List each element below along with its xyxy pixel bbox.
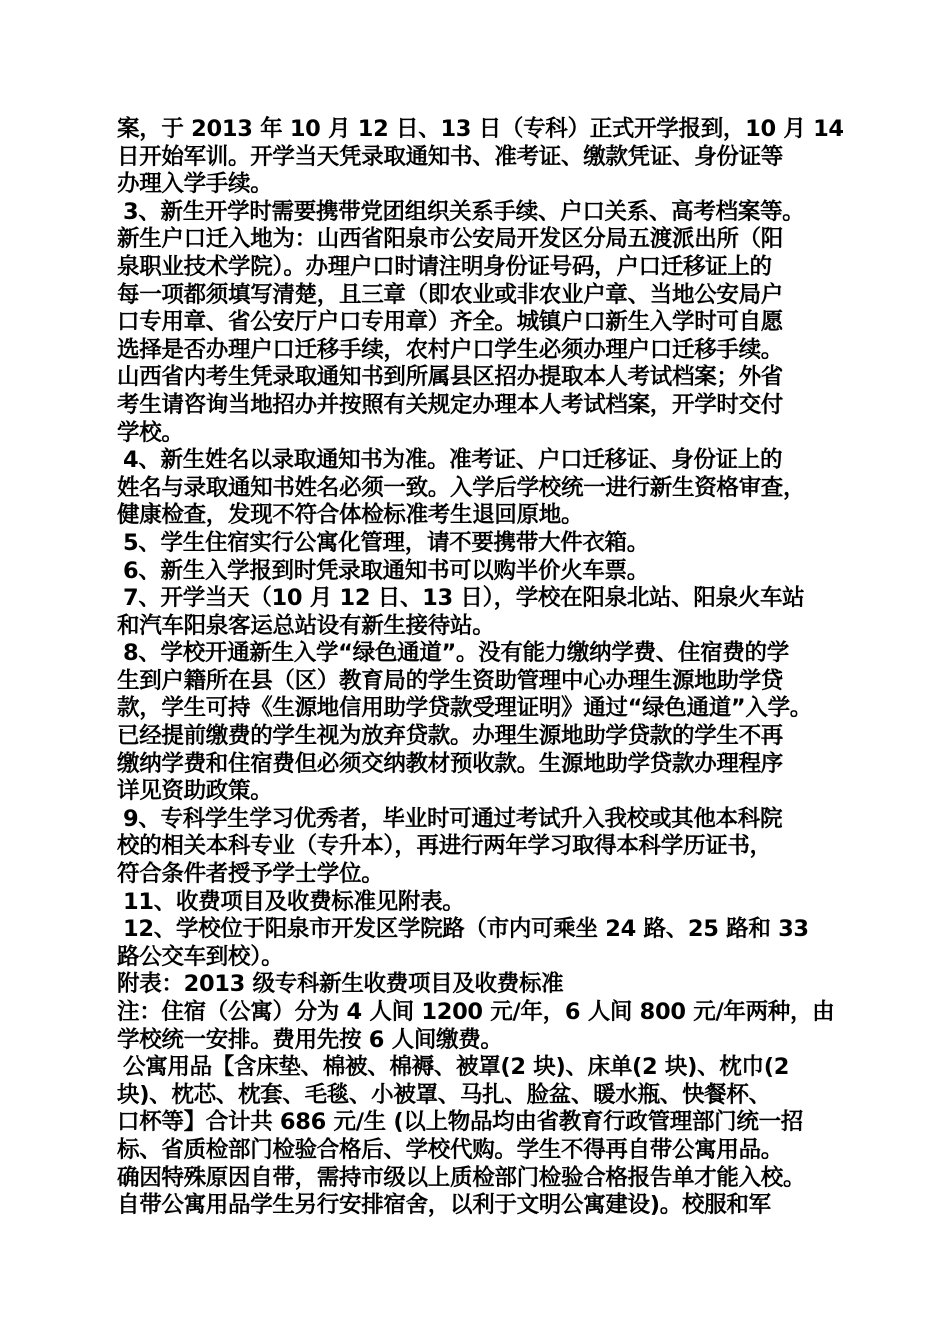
text-line: 路公交车到校）。 [117,943,284,970]
text-line: 6、新生入学报到时凭录取通知书可以购半价火车票。 [123,557,649,584]
text-line: 8、学校开通新生入学“绿色通道”。没有能力缴纳学费、住宿费的学 [123,640,789,667]
text-line: 详见资助政策。 [117,778,273,805]
text-line: 山西省内考生凭录取通知书到所属县区招办提取本人考试档案；外省 [117,364,784,391]
text-line: 健康检查，发现不符合体检标准考生退回原地。 [117,502,584,529]
text-line: 新生户口迁入地为：山西省阳泉市公安局开发区分局五渡派出所（阳 [117,226,784,253]
text-line: 3、新生开学时需要携带党团组织关系手续、户口关系、高考档案等。 [123,198,805,225]
text-line: 7、开学当天（10 月 12 日、13 日），学校在阳泉北站、阳泉火车站 [123,585,805,612]
text-line: 日开始军训。开学当天凭录取通知书、准考证、缴款凭证、身份证等 [117,143,784,170]
text-line: 公寓用品【含床垫、棉被、棉褥、被罩(2 块)、床单(2 块)、枕巾(2 [123,1054,790,1081]
text-line: 9、专科学生学习优秀者，毕业时可通过考试升入我校或其他本科院 [123,805,783,832]
text-line: 已经提前缴费的学生视为放弃贷款。办理生源地助学贷款的学生不再 [117,723,784,750]
text-line: 12、学校位于阳泉市开发区学院路（市内可乘坐 24 路、25 路和 33 [123,916,809,943]
text-line: 姓名与录取通知书姓名必须一致。入学后学校统一进行新生资格审查， [117,474,806,501]
text-line: 考生请咨询当地招办并按照有关规定办理本人考试档案，开学时交付 [117,391,784,418]
text-line: 注：住宿（公寓）分为 4 人间 1200 元/年，6 人间 800 元/年两种，由 [117,999,835,1025]
text-line: 自带公寓用品学生另行安排宿舍，以利于文明公寓建设)。校服和军 [117,1192,771,1219]
text-line: 缴纳学费和住宿费但必须交纳教材预收款。生源地助学贷款办理程序 [117,750,784,777]
text-line: 办理入学手续。 [117,171,273,198]
text-line: 标、省质检部门检验合格后、学校代购。学生不得再自带公寓用品。 [117,1136,784,1163]
text-line: 校的相关本科专业（专升本），再进行两年学习取得本科学历证书， [117,833,772,860]
document-body [117,116,844,1220]
text-line: 泉职业技术学院）。办理户口时请注明身份证号码，户口迁移证上的 [117,253,772,280]
text-line: 4、新生姓名以录取通知书为准。准考证、户口迁移证、身份证上的 [123,447,783,474]
text-line: 每一项都须填写清楚，且三章（即农业或非农业户章、当地公安局户 [117,281,784,308]
text-line: 口杯等】合计共 686 元/生 (以上物品均由省教育行政管理部门统一招 [117,1109,803,1136]
text-line: 学校统一安排。费用先按 6 人间缴费。 [117,1026,503,1053]
text-line: 11、收费项目及收费标准见附表。 [123,888,465,915]
text-line: 生到户籍所在县（区）教育局的学生资助管理中心办理生源地助学贷 [117,667,784,694]
text-line: 符合条件者授予学士学位。 [117,861,384,888]
text-line: 附表：2013 级专科新生收费项目及收费标准 [117,971,564,998]
text-line: 案，于 2013 年 10 月 12 日、13 日（专科）正式开学报到，10 月 14 [117,116,844,142]
text-line: 和汽车阳泉客运总站设有新生接待站。 [117,612,495,639]
text-line: 块)、枕芯、枕套、毛毯、小被罩、马扎、脸盆、暖水瓶、快餐杯、 [117,1081,771,1108]
text-line: 确因特殊原因自带，需持市级以上质检部门检验合格报告单才能入校。 [117,1164,806,1191]
text-line: 5、学生住宿实行公寓化管理，请不要携带大件衣箱。 [123,529,649,556]
text-line: 选择是否办理户口迁移手续，农村户口学生必须办理户口迁移手续。 [117,336,784,363]
text-line: 学校。 [117,419,184,446]
text-line: 款，学生可持《生源地信用助学贷款受理证明》通过“绿色通道”入学。 [117,695,812,722]
text-line: 口专用章、省公安厅户口专用章）齐全。城镇户口新生入学时可自愿 [117,309,784,336]
